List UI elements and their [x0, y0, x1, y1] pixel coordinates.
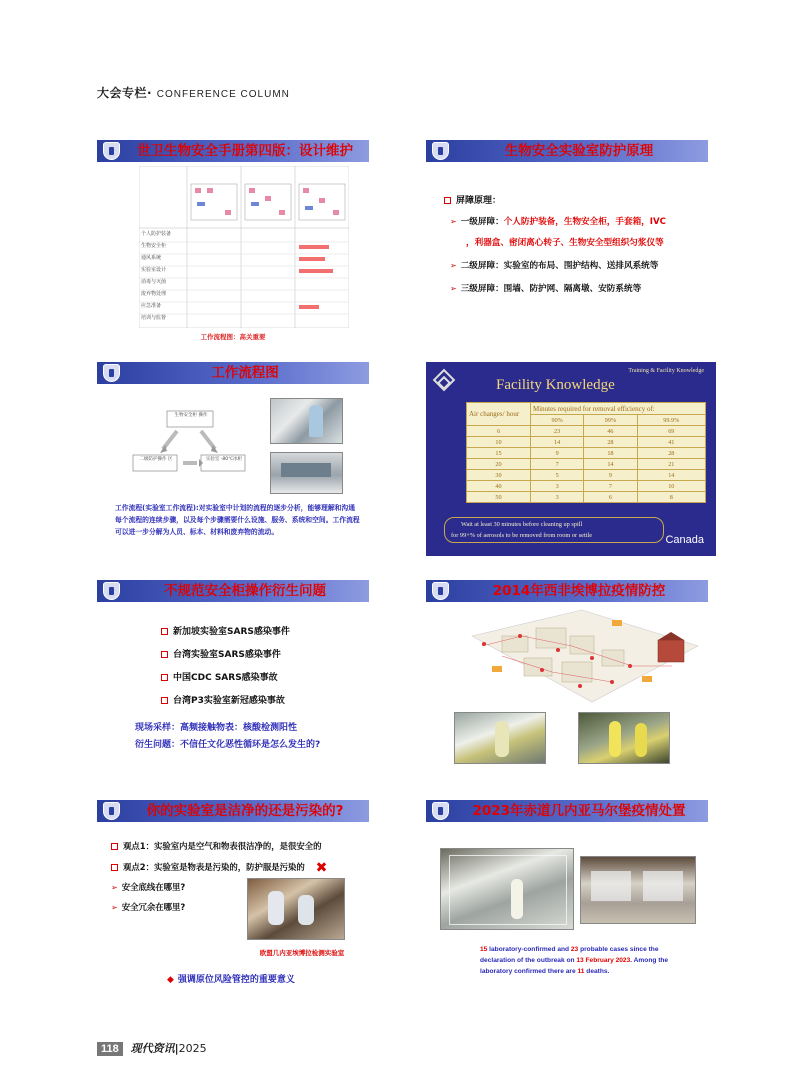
header-cn: 大会专栏	[97, 86, 148, 100]
col-minutes: Minutes required for removal efficiency of:	[531, 403, 706, 415]
table-row: 30 5 9 14	[467, 470, 706, 481]
viewpoint-2: 观点2：实验室是物表是污染的，防护服是污染的 ✖	[111, 860, 327, 876]
arrow-icon: ➢	[450, 217, 457, 226]
table-row: 消毒与灭菌	[141, 279, 167, 285]
barrier-level-1-cont: ，利器盒、密闭离心转子、生物安全型组织匀浆仪等	[466, 238, 664, 248]
square-bullet-icon	[161, 651, 168, 658]
pct-99: 99%	[584, 415, 637, 426]
table-row: 生物安全柜	[141, 243, 167, 249]
square-bullet-icon	[161, 697, 168, 704]
square-bullet-icon	[161, 674, 168, 681]
node-freezer: 实验室 -80℃冰柜	[205, 457, 243, 462]
slide-title: 世卫生物安全手册第四版：设计维护	[137, 143, 353, 159]
viewpoint-1: 观点1：实验室内是空气和物表很洁净的，是很安全的	[111, 840, 321, 852]
lab-photo-1	[270, 398, 343, 444]
table-row: 培训与监督	[141, 315, 167, 321]
slide-protection-principle	[426, 140, 708, 348]
table-row: 50 3 6 8	[467, 492, 706, 503]
table-row: 通风系统	[141, 255, 162, 261]
shield-icon	[432, 802, 449, 820]
shield-icon	[103, 364, 120, 382]
workflow-description: 工作流程(实验室工作流程):对实验室中计划的流程的逐步分析，能够理解和沟通每个流程的连续步骤，以及每个步骤需要什么设施、服务、系统和空间。工作流程可以进一步分解为人员、标本、材料和废弃物的流动。	[115, 504, 360, 536]
incident-item: 台湾实验室SARS感染事件	[161, 647, 281, 660]
shield-icon	[432, 582, 449, 600]
page-header: 大会专栏· CONFERENCE COLUMN	[97, 86, 290, 100]
air-change-table	[466, 402, 706, 503]
arrow-icon: ➢	[450, 261, 457, 270]
marburg-case-summary: 15 laboratory-confirmed and 23 probable cases since the declaration of the outbreak on 13 February 2023. Among the laboratory confirmed there are 11 deaths.	[480, 946, 669, 975]
slide-workflow	[97, 362, 369, 552]
header-en: CONFERENCE COLUMN	[156, 89, 290, 100]
shield-icon	[103, 802, 120, 820]
node-bsc: 生物安全柜 操作	[174, 413, 208, 418]
question-baseline: ➢ 安全底线在哪里?	[111, 882, 186, 892]
slide-title: 2023年赤道几内亚马尔堡疫情处置	[472, 803, 686, 819]
photo-caption: 欧盟几内亚埃博拉检测实验室	[259, 949, 345, 957]
table-row: 实验室设计	[141, 267, 167, 273]
incident-item: 新加坡实验室SARS感染事件	[161, 624, 290, 637]
barrier-level-3: ➢ 三级屏障：围墙、防护网、隔离墩、安防系统等	[450, 284, 642, 294]
wait-note: Wait at least 30 minutes before cleaning up spill for 99+% of aerosols to be removed from room or settle	[444, 517, 664, 543]
training-subtitle: Training & Facility Knowledge	[628, 368, 704, 374]
square-bullet-icon	[161, 628, 168, 635]
node-bsl2: 二级防护操作 区	[139, 457, 173, 462]
table-row: 10 14 28 41	[467, 437, 706, 448]
derived-issue-note: 衍生问题：不信任文化恶性循环是怎么发生的?	[135, 740, 321, 750]
slide-title: 不规范安全柜操作衍生问题	[164, 583, 326, 599]
emphasis-note: ◆ 强调原位风险管控的重要意义	[167, 975, 295, 985]
table-row: 6 23 46 69	[467, 426, 706, 437]
diamond-bullet-icon: ◆	[167, 975, 174, 985]
ebola-photo-1	[454, 712, 546, 764]
workflow-cycle-diagram	[127, 407, 257, 487]
incident-item: 台湾P3实验室新冠感染事故	[161, 693, 285, 706]
barrier-heading: 屏障原理：	[444, 193, 501, 206]
facility-title: Facility Knowledge	[496, 377, 615, 393]
shield-icon	[103, 142, 120, 160]
slide-bsc-issues	[97, 580, 369, 780]
barrier-level-1: ➢ 一级屏障：个人防护装备，生物安全柜，手套箱，IVC	[450, 217, 666, 227]
ebola-photo-2	[578, 712, 670, 764]
pct-90: 90%	[531, 415, 584, 426]
slide-marburg-2023	[426, 800, 708, 996]
slide-clean-or-contaminated	[97, 800, 369, 996]
page-number: 118	[97, 1042, 123, 1056]
table-row: 应急准备	[141, 303, 162, 309]
pct-999: 99.9%	[637, 415, 705, 426]
square-bullet-icon	[111, 864, 118, 871]
table-row: 20 7 14 21	[467, 459, 706, 470]
guinea-lab-photo	[247, 878, 345, 940]
page-footer: 118 现代资讯|2025	[97, 1040, 207, 1056]
col-air-changes: Air changes/ hour	[467, 403, 531, 426]
marburg-photo-1	[440, 848, 574, 930]
slide-title: 工作流程图	[211, 365, 279, 381]
question-redundancy: ➢ 安全冗余在哪里?	[111, 902, 186, 912]
arrow-icon: ➢	[111, 883, 118, 892]
table-row: 15 9 18 28	[467, 448, 706, 459]
workflow-caption: 工作流程图：高关重要	[200, 333, 266, 341]
barrier-level-2: ➢ 二级屏障：实验室的布局、围护结构、送排风系统等	[450, 261, 659, 271]
arrow-icon: ➢	[450, 284, 457, 293]
table-row: 个人防护装备	[141, 231, 172, 237]
incident-item: 中国CDC SARS感染事故	[161, 670, 278, 683]
slide-ebola-2014	[426, 580, 708, 770]
slide-facility-knowledge	[426, 362, 716, 556]
square-bullet-icon	[444, 197, 451, 204]
table-row: 40 3 7 10	[467, 481, 706, 492]
slide-title: 你的实验室是洁净的还是污染的?	[146, 803, 344, 819]
table-row: 废弃物处理	[141, 291, 167, 297]
slide-title: 2014年西非埃博拉疫情防控	[492, 583, 666, 599]
slide-title: 生物安全实验室防护原理	[504, 143, 654, 159]
diamond-logo-icon	[433, 369, 456, 392]
arrow-icon: ➢	[111, 903, 118, 912]
lab-photo-2	[270, 452, 343, 494]
shield-icon	[103, 582, 120, 600]
treatment-center-map	[462, 606, 702, 706]
marburg-photo-2	[580, 856, 696, 924]
canada-logo: Canada	[665, 534, 704, 546]
magazine-brand: 现代资讯	[130, 1042, 175, 1055]
slide-who-manual	[97, 140, 369, 348]
square-bullet-icon	[111, 843, 118, 850]
shield-icon	[432, 142, 449, 160]
workflow-table-rows	[141, 230, 185, 326]
sampling-note: 现场采样：高频接触物表：核酸检测阳性	[135, 723, 298, 733]
publication-year: 2025	[178, 1042, 207, 1055]
wrong-x-icon: ✖	[315, 860, 328, 876]
